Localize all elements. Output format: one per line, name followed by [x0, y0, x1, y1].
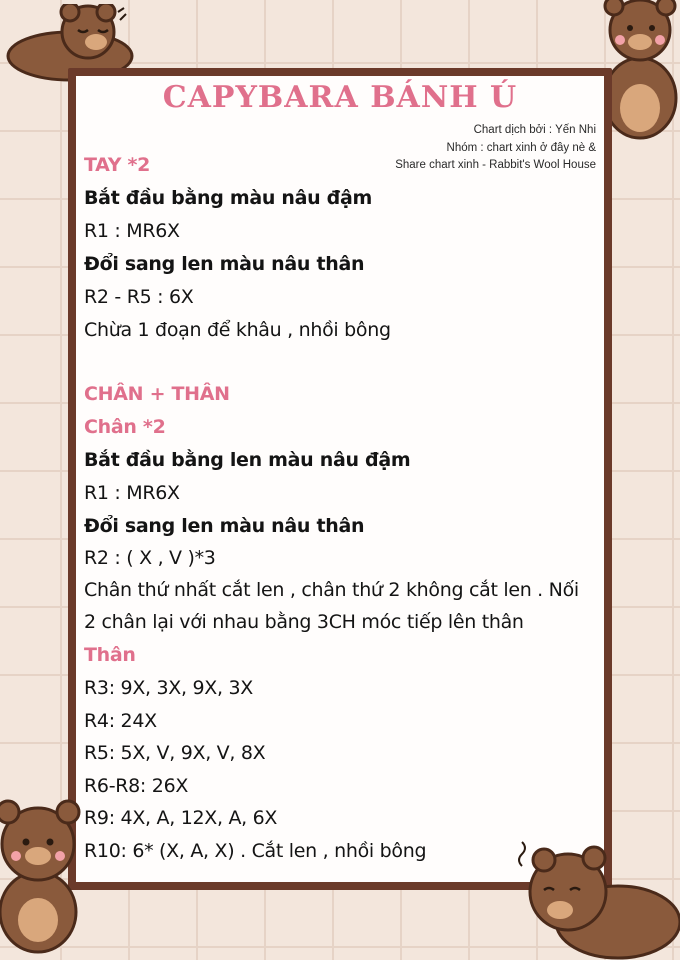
round-line: R6-R8: 26X	[84, 775, 189, 797]
bear-lying-icon	[508, 838, 680, 960]
note-line: 2 chân lại với nhau bằng 3CH móc tiếp lên thân	[84, 611, 524, 633]
credits	[395, 122, 596, 175]
round-line: R4: 24X	[84, 710, 157, 732]
round-line: R10: 6* (X, A, X) . Cắt len , nhồi bông	[84, 840, 427, 862]
instruction-line: Bắt đầu bằng màu nâu đậm	[84, 187, 372, 209]
bear-sitting-icon	[0, 794, 84, 954]
credit-translator: Chart dịch bởi : Yến Nhi	[473, 124, 596, 136]
instruction-line: Bắt đầu bằng len màu nâu đậm	[84, 449, 411, 471]
round-line: R9: 4X, A, 12X, A, 6X	[84, 807, 278, 829]
credit-share: Share chart xinh - Rabbit's Wool House	[395, 159, 596, 171]
instruction-line: Đổi sang len màu nâu thân	[84, 253, 365, 275]
section-heading-chan-than: CHÂN + THÂN	[84, 383, 230, 405]
round-line: R2 - R5 : 6X	[84, 286, 194, 308]
note-line: Chân thứ nhất cắt len , chân thứ 2 không cắt len . Nối	[84, 579, 579, 601]
round-line: R1 : MR6X	[84, 220, 180, 242]
page-title: CAPYBARA BÁNH Ú	[162, 80, 518, 115]
round-line: R2 : ( X , V )*3	[84, 547, 216, 569]
note-line: Chừa 1 đoạn để khâu , nhồi bông	[84, 319, 391, 341]
subheading-chan: Chân *2	[84, 416, 166, 438]
instruction-line: Đổi sang len màu nâu thân	[84, 515, 365, 537]
section-heading-tay: TAY *2	[84, 154, 151, 176]
round-line: R1 : MR6X	[84, 482, 180, 504]
subheading-than: Thân	[84, 644, 136, 666]
round-line: R5: 5X, V, 9X, V, 8X	[84, 742, 266, 764]
credit-group: Nhóm : chart xinh ở đây nè &	[446, 141, 596, 154]
round-line: R3: 9X, 3X, 9X, 3X	[84, 677, 253, 699]
